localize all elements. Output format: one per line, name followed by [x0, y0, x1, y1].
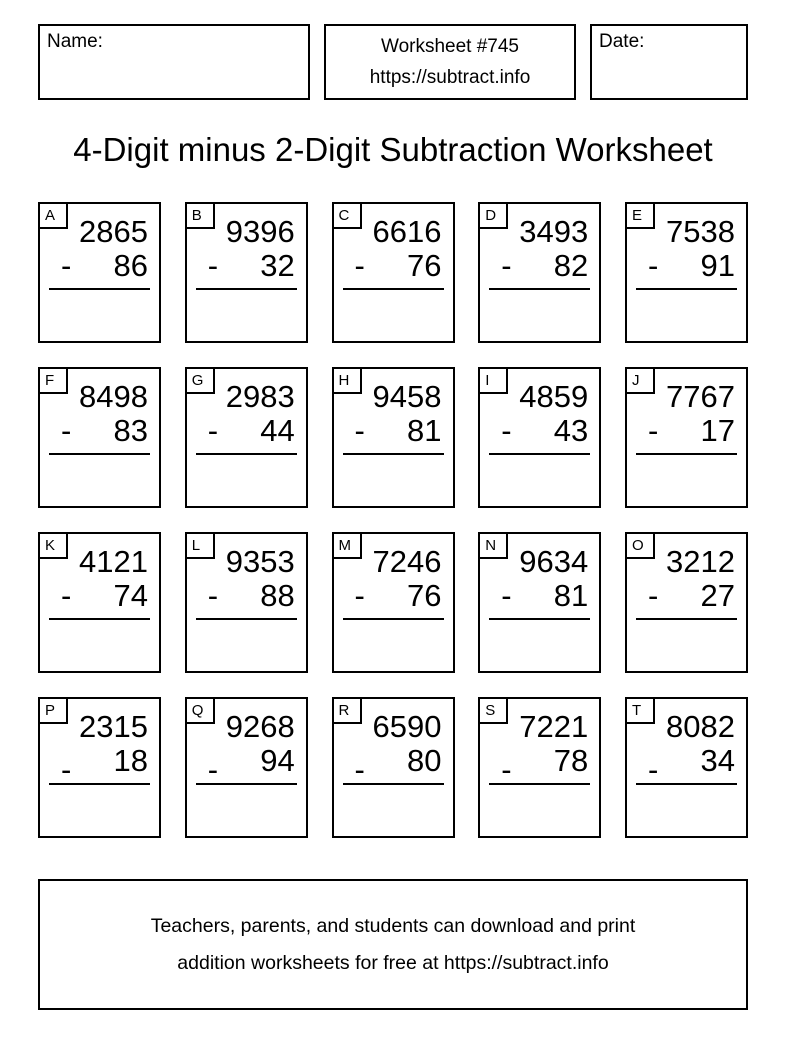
- subtraction-row: [490, 578, 588, 613]
- problem-label: T: [625, 697, 655, 724]
- problem-box: [625, 697, 748, 838]
- minus-operator: -: [354, 578, 365, 613]
- worksheet-info-box: [324, 24, 576, 100]
- answer-space: [344, 620, 442, 674]
- minuend: 9268: [225, 709, 295, 744]
- problem-box: [332, 367, 455, 508]
- subtraction-row: [344, 743, 442, 787]
- answer-space: [50, 290, 148, 344]
- subtrahend: 80: [407, 743, 442, 778]
- problem-label: K: [38, 532, 68, 559]
- minus-operator: -: [501, 752, 512, 787]
- answer-space: [197, 290, 295, 344]
- subtrahend: 74: [113, 578, 148, 613]
- date-label: Date:: [599, 31, 645, 52]
- problem-box: [478, 532, 601, 673]
- subtrahend: 27: [700, 578, 735, 613]
- minus-operator: -: [501, 413, 512, 448]
- subtrahend: 81: [407, 413, 442, 448]
- answer-space: [344, 290, 442, 344]
- problem-box: [185, 697, 308, 838]
- subtrahend: 18: [113, 743, 148, 778]
- answer-space: [197, 620, 295, 674]
- subtrahend: 81: [553, 578, 589, 613]
- answer-space: [50, 785, 148, 839]
- answer-space: [50, 455, 148, 509]
- problem-label: S: [478, 697, 508, 724]
- subtrahend: 34: [700, 743, 735, 778]
- header: [38, 24, 748, 100]
- problem-box: [478, 202, 601, 343]
- subtrahend: 88: [260, 578, 295, 613]
- minuend: 9353: [225, 544, 295, 579]
- subtraction-row: [197, 578, 295, 613]
- problem-label: P: [38, 697, 68, 724]
- minus-operator: -: [61, 578, 72, 613]
- name-label: Name:: [47, 31, 103, 52]
- subtraction-row: [490, 413, 588, 448]
- minus-operator: -: [501, 248, 512, 283]
- subtraction-row: [490, 743, 589, 787]
- minus-operator: -: [207, 413, 219, 448]
- subtrahend: 91: [700, 248, 735, 283]
- subtraction-row: [50, 578, 148, 613]
- minus-operator: -: [207, 248, 219, 283]
- minus-operator: -: [648, 578, 659, 613]
- problem-box: [185, 532, 308, 673]
- problem-label: N: [478, 532, 508, 559]
- answer-space: [637, 785, 735, 839]
- subtrahend: 83: [113, 413, 148, 448]
- answer-space: [490, 620, 588, 674]
- problem-label: C: [332, 202, 362, 229]
- problem-label: H: [332, 367, 362, 394]
- answer-space: [490, 455, 588, 509]
- subtrahend: 76: [407, 248, 442, 283]
- problem-label: I: [478, 367, 508, 394]
- problem-label: G: [185, 367, 215, 394]
- minus-operator: -: [207, 752, 219, 787]
- subtraction-row: [344, 413, 442, 448]
- answer-space: [50, 620, 148, 674]
- answer-space: [197, 785, 295, 839]
- problem-label: E: [625, 202, 655, 229]
- answer-space: [344, 785, 442, 839]
- date-field-box: [590, 24, 748, 100]
- minuend: 8498: [79, 379, 148, 414]
- minus-operator: -: [648, 413, 659, 448]
- problem-box: [38, 202, 161, 343]
- subtrahend: 44: [260, 413, 295, 448]
- subtraction-row: [344, 248, 442, 283]
- minuend: 2983: [225, 379, 295, 414]
- minuend: 9396: [225, 214, 295, 249]
- subtraction-row: [637, 248, 735, 283]
- subtraction-row: [50, 413, 148, 448]
- subtraction-row: [197, 743, 295, 787]
- minuend: 9634: [519, 544, 589, 579]
- answer-space: [637, 455, 735, 509]
- page-title: 4-Digit minus 2-Digit Subtraction Worksheet: [73, 131, 713, 168]
- minuend: 3493: [519, 214, 589, 249]
- worksheet-number: Worksheet #745: [380, 36, 519, 57]
- minuend: 2315: [79, 709, 148, 744]
- subtrahend: 86: [113, 248, 148, 283]
- subtraction-row: [344, 578, 442, 613]
- subtraction-row: [50, 743, 148, 787]
- subtrahend: 76: [407, 578, 442, 613]
- problem-label: M: [332, 532, 362, 559]
- footer-line-1: Teachers, parents, and students can download and print: [150, 914, 636, 937]
- subtraction-row: [197, 248, 295, 283]
- subtrahend: 94: [260, 743, 295, 778]
- problem-label: F: [38, 367, 68, 394]
- footer-box: [38, 879, 748, 1010]
- answer-space: [344, 455, 442, 509]
- problem-box: [38, 367, 161, 508]
- name-field-box: [38, 24, 310, 100]
- problem-box: [625, 202, 748, 343]
- minus-operator: -: [501, 578, 512, 613]
- problem-label: A: [38, 202, 68, 229]
- minus-operator: -: [354, 752, 365, 787]
- minuend: 7246: [372, 544, 442, 579]
- problem-label: B: [185, 202, 215, 229]
- problem-box: [332, 697, 455, 838]
- minus-operator: -: [61, 413, 72, 448]
- problem-label: D: [478, 202, 508, 229]
- minuend: 3212: [666, 544, 735, 579]
- minuend: 4859: [519, 379, 589, 414]
- minus-operator: -: [354, 248, 365, 283]
- minuend: 4121: [79, 544, 148, 579]
- minus-operator: -: [61, 752, 72, 787]
- minuend: 7221: [519, 709, 589, 744]
- answer-space: [490, 785, 588, 839]
- minus-operator: -: [648, 752, 659, 787]
- minuend: 6590: [372, 709, 442, 744]
- problem-box: [625, 367, 748, 508]
- problem-label: R: [332, 697, 362, 724]
- minus-operator: -: [207, 578, 219, 613]
- problem-box: [185, 202, 308, 343]
- problem-label: J: [625, 367, 655, 394]
- subtraction-row: [637, 413, 735, 448]
- subtraction-row: [50, 248, 148, 283]
- minuend: 2865: [79, 214, 148, 249]
- subtraction-row: [197, 413, 295, 448]
- minuend: 6616: [372, 214, 442, 249]
- problem-box: [332, 532, 455, 673]
- subtrahend: 82: [553, 248, 589, 283]
- problem-box: [185, 367, 308, 508]
- problems-grid: [38, 202, 748, 838]
- subtraction-row: [637, 578, 735, 613]
- problem-box: [478, 697, 601, 838]
- minuend: 8082: [666, 709, 735, 744]
- subtrahend: 43: [553, 413, 589, 448]
- minus-operator: -: [648, 248, 659, 283]
- footer-line-2: addition worksheets for free at https://subtract.info: [177, 951, 609, 974]
- problem-box: [478, 367, 601, 508]
- minuend: 7767: [666, 379, 735, 414]
- subtrahend: 78: [553, 743, 589, 778]
- answer-space: [197, 455, 295, 509]
- problem-label: L: [185, 532, 215, 559]
- minus-operator: -: [354, 413, 365, 448]
- subtraction-row: [637, 743, 735, 787]
- minuend: 9458: [372, 379, 442, 414]
- answer-space: [637, 290, 735, 344]
- answer-space: [490, 290, 588, 344]
- worksheet-url: https://subtract.info: [369, 67, 531, 88]
- minus-operator: -: [61, 248, 72, 283]
- minuend: 7538: [666, 214, 735, 249]
- problem-label: O: [625, 532, 655, 559]
- subtrahend: 17: [700, 413, 735, 448]
- answer-space: [637, 620, 735, 674]
- problem-box: [625, 532, 748, 673]
- subtrahend: 32: [260, 248, 295, 283]
- subtraction-row: [490, 248, 588, 283]
- problem-box: [38, 532, 161, 673]
- problem-label: Q: [185, 697, 215, 724]
- problem-box: [38, 697, 161, 838]
- problem-box: [332, 202, 455, 343]
